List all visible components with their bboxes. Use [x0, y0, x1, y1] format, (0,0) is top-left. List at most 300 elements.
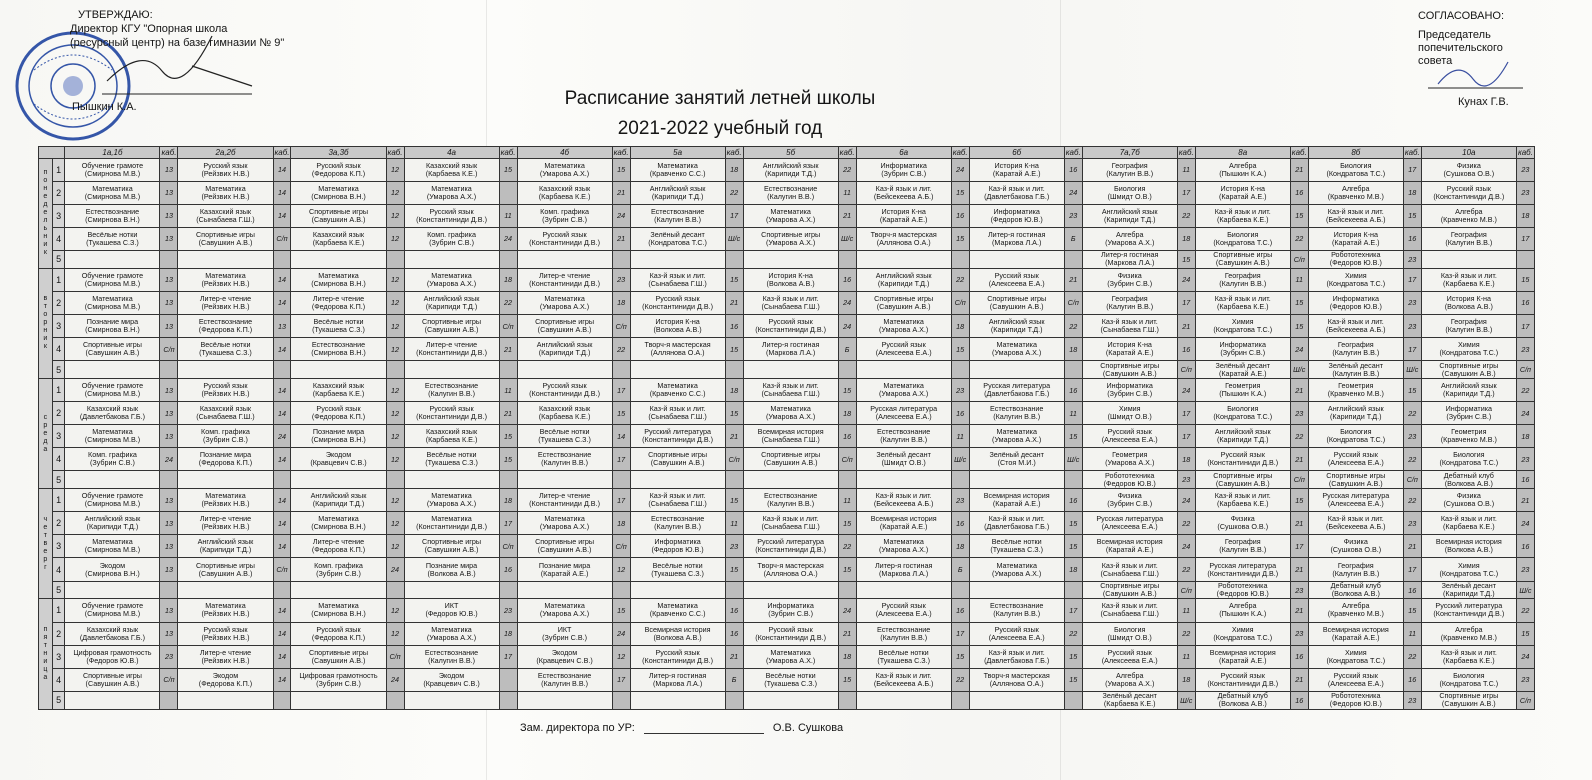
subject-cell: ИКТ (Зубрин С.В.)	[517, 622, 612, 645]
subject-cell: Зелёный десант (Каратай А.Е.)	[1195, 361, 1290, 379]
subject-cell: География (Калугин В.В.)	[1082, 291, 1177, 314]
subject-cell: Естествознание (Смирнова В.Н.)	[65, 204, 160, 227]
subject-cell: Геометрия (Пышкин К.А.)	[1195, 378, 1290, 401]
subject-cell	[178, 250, 273, 268]
subject-cell: Казахский язык (Давлетбакова Г.Б.)	[65, 402, 160, 425]
lesson-row	[39, 227, 1535, 250]
room-cell: 22	[1064, 314, 1082, 337]
room-cell: 13	[160, 622, 178, 645]
subject-cell: Казахский язык (Карбаева К.Е.)	[517, 181, 612, 204]
subject-cell: Комп. графика (Зубрин С.В.)	[291, 558, 386, 581]
subject-cell: Спортивные игры (Савушкин А.В.)	[1308, 471, 1403, 489]
room-cell: 17	[1516, 227, 1534, 250]
subject-cell: Робототехника (Федоров Ю.В.)	[1308, 691, 1403, 709]
room-cell: 22	[1177, 622, 1195, 645]
subject-cell: Естествознание (Калугин В.В.)	[630, 512, 725, 535]
room-cell: 21	[1516, 489, 1534, 512]
subject-cell: Русский язык (Константиниди Д.В.)	[630, 291, 725, 314]
approval-block	[62, 8, 362, 113]
lesson-number: 4	[52, 668, 65, 691]
subject-cell: Дебатный клуб (Волкова А.В.)	[1421, 471, 1516, 489]
subject-cell: Литер-я гостиная (Маркова Л.А.)	[856, 558, 951, 581]
room-cell: 16	[838, 425, 856, 448]
room-cell: 12	[612, 558, 630, 581]
room-cell: 24	[1177, 489, 1195, 512]
subject-cell	[517, 361, 612, 379]
room-cell: 22	[951, 268, 969, 291]
room-header: каб.	[500, 147, 516, 157]
room-cell: Ш/с	[1064, 448, 1082, 471]
room-cell: 11	[1403, 622, 1421, 645]
room-cell: 12	[612, 645, 630, 668]
subject-cell: Алгебра (Умарова А.Х.)	[1082, 227, 1177, 250]
room-cell: 22	[1403, 448, 1421, 471]
room-cell: С/п	[1290, 471, 1308, 489]
subject-cell: Биология (Кондратова Т.С.)	[1308, 425, 1403, 448]
subject-cell: Обучение грамоте (Смирнова М.В.)	[65, 378, 160, 401]
room-cell: 22	[1516, 599, 1534, 622]
room-cell: 18	[1403, 181, 1421, 204]
subject-cell: Алгебра (Пышкин К.А.)	[1195, 599, 1290, 622]
room-cell: 18	[612, 512, 630, 535]
subject-cell: Биология (Шмидт О.В.)	[1082, 622, 1177, 645]
room-cell: 15	[838, 668, 856, 691]
room-cell: С/п	[1177, 581, 1195, 599]
subject-cell: Спортивные игры (Савушкин А.В.)	[291, 204, 386, 227]
subject-cell: Естествознание (Калугин В.В.)	[404, 378, 499, 401]
room-cell	[160, 361, 178, 379]
lesson-row	[39, 268, 1535, 291]
room-cell	[499, 361, 517, 379]
room-cell: 17	[1403, 158, 1421, 181]
room-cell	[838, 250, 856, 268]
subject-cell: Биология (Кондратова Т.С.)	[1308, 158, 1403, 181]
subject-cell: Естествознание (Калугин В.В.)	[404, 645, 499, 668]
subject-cell: Каз-й язык и лит. (Карбаева К.Е.)	[1195, 489, 1290, 512]
subject-cell: Биология (Кондратова Т.С.)	[1421, 668, 1516, 691]
room-cell	[725, 361, 743, 379]
subject-cell: Творч-я мастерская (Аллянова О.А.)	[743, 558, 838, 581]
room-cell	[612, 471, 630, 489]
subject-cell	[969, 471, 1064, 489]
lesson-number: 2	[52, 622, 65, 645]
subject-cell: Каз-й язык и лит. (Сынабаева Г.Ш.)	[1082, 558, 1177, 581]
room-cell: 23	[951, 378, 969, 401]
subject-cell: Каз-й язык и лит. (Сынабаева Г.Ш.)	[630, 268, 725, 291]
room-cell: 18	[725, 378, 743, 401]
lesson-row	[39, 425, 1535, 448]
signature-line	[644, 733, 764, 734]
room-cell: Ш/с	[1177, 691, 1195, 709]
room-cell	[1064, 471, 1082, 489]
lesson-row	[39, 291, 1535, 314]
subject-cell	[404, 581, 499, 599]
subject-cell	[404, 361, 499, 379]
lesson-number: 1	[52, 489, 65, 512]
room-cell: 24	[838, 599, 856, 622]
lesson-number: 2	[52, 402, 65, 425]
room-cell: 24	[1290, 338, 1308, 361]
room-cell: 16	[1403, 668, 1421, 691]
room-cell: 12	[386, 448, 404, 471]
room-header: каб.	[1404, 147, 1420, 157]
room-cell: 17	[612, 668, 630, 691]
subject-cell: Всемирная история (Сынабаева Г.Ш.)	[743, 425, 838, 448]
room-cell: 16	[1516, 291, 1534, 314]
room-cell	[386, 250, 404, 268]
subject-cell: Каз-й язык и лит. (Давлетбакова Г.Б.)	[969, 181, 1064, 204]
room-cell: 13	[160, 378, 178, 401]
room-cell: 23	[1177, 471, 1195, 489]
subject-cell: Спортивные игры (Савушкин А.В.)	[517, 535, 612, 558]
room-cell: С/п	[612, 314, 630, 337]
room-cell: 11	[1290, 268, 1308, 291]
subject-cell	[65, 250, 160, 268]
room-cell	[160, 471, 178, 489]
subject-cell: Познание мира (Каратай А.Е.)	[517, 558, 612, 581]
lesson-number: 5	[52, 471, 65, 489]
room-cell: 11	[725, 512, 743, 535]
subject-cell: Химия (Кондратова Т.С.)	[1421, 338, 1516, 361]
subject-cell: Математика (Умарова А.Х.)	[743, 402, 838, 425]
subject-cell: Литер-е чтение (Константиниди Д.В.)	[517, 489, 612, 512]
subject-cell: Алгебра (Кравченко М.В.)	[1308, 599, 1403, 622]
subject-cell: Литер-е чтение (Константиниди Д.В.)	[517, 268, 612, 291]
room-cell: 15	[725, 558, 743, 581]
room-cell: 12	[386, 425, 404, 448]
room-cell: 24	[1177, 378, 1195, 401]
subject-cell: Английский язык (Карипиди Т.Д.)	[1421, 378, 1516, 401]
room-cell: 24	[838, 291, 856, 314]
room-cell: 16	[1177, 338, 1195, 361]
subject-cell: Русский язык (Рейзвих Н.В.)	[178, 158, 273, 181]
subject-cell: Информатика (Федоров Ю.В.)	[630, 535, 725, 558]
subject-cell: Геометрия (Кравченко М.В.)	[1308, 378, 1403, 401]
subject-cell: Естествознание (Калугин В.В.)	[630, 204, 725, 227]
room-cell: 14	[273, 204, 291, 227]
subject-cell	[1421, 250, 1516, 268]
subject-cell: Комп. графика (Зубрин С.В.)	[404, 227, 499, 250]
subject-cell: Русская литература (Давлетбакова Г.Б.)	[969, 378, 1064, 401]
subject-cell: Каз-й язык и лит. (Сынабаева Г.Ш.)	[743, 512, 838, 535]
subject-cell	[743, 691, 838, 709]
room-cell	[725, 691, 743, 709]
room-cell: Б	[951, 558, 969, 581]
lesson-row	[39, 158, 1535, 181]
subject-cell: Литер-я гостиная (Маркова Л.А.)	[1082, 250, 1177, 268]
room-cell: 16	[1516, 471, 1534, 489]
subject-cell: Обучение грамоте (Смирнова М.В.)	[65, 268, 160, 291]
subject-cell: Математика (Умарова А.Х.)	[517, 291, 612, 314]
room-cell: 18	[951, 535, 969, 558]
room-cell: 15	[1516, 268, 1534, 291]
room-cell: 17	[499, 645, 517, 668]
room-cell	[725, 471, 743, 489]
room-cell: 22	[951, 668, 969, 691]
room-cell: 18	[499, 489, 517, 512]
subject-cell: Спортивные игры (Савушкин А.В.)	[65, 668, 160, 691]
subject-cell: Алгебра (Кравченко М.В.)	[1421, 622, 1516, 645]
subject-cell: ИКТ (Федоров Ю.В.)	[404, 599, 499, 622]
room-cell	[725, 250, 743, 268]
class-header: 4а	[404, 147, 499, 159]
subject-cell	[856, 471, 951, 489]
subject-cell	[291, 361, 386, 379]
room-cell	[951, 691, 969, 709]
subject-cell: Информатика (Зубрин С.В.)	[1421, 402, 1516, 425]
room-cell: 21	[612, 181, 630, 204]
subject-cell: Английский язык (Карипиди Т.Д.)	[517, 338, 612, 361]
subject-cell: Химия (Шмидт О.В.)	[1082, 402, 1177, 425]
room-cell: 21	[725, 291, 743, 314]
subject-cell: Информатика (Федоров Ю.В.)	[1308, 291, 1403, 314]
room-cell: 24	[386, 558, 404, 581]
subject-cell: Математика (Смирнова В.Н.)	[291, 268, 386, 291]
lesson-row	[39, 512, 1535, 535]
subject-cell: Цифровая грамотность (Зубрин С.В.)	[291, 668, 386, 691]
room-cell: 23	[1064, 204, 1082, 227]
subject-cell: Каз-й язык и лит. (Сынабаева Г.Ш.)	[630, 402, 725, 425]
subject-cell: Русский язык (Алексеева Е.А.)	[1082, 645, 1177, 668]
subject-cell	[291, 581, 386, 599]
subject-cell	[404, 691, 499, 709]
room-cell: 15	[1290, 314, 1308, 337]
room-cell: 21	[1290, 668, 1308, 691]
room-cell: 24	[273, 425, 291, 448]
room-cell: 16	[1290, 645, 1308, 668]
subject-cell: Математика (Константиниди Д.В.)	[404, 512, 499, 535]
room-cell: Ш/с	[1290, 361, 1308, 379]
subject-cell: Математика (Умарова А.Х.)	[969, 338, 1064, 361]
subject-cell	[630, 471, 725, 489]
subject-cell: География (Калугин В.В.)	[1308, 558, 1403, 581]
subject-cell: Естествознание (Калугин В.В.)	[743, 181, 838, 204]
subject-cell: Русская литература (Константиниди Д.В.)	[1195, 558, 1290, 581]
approve-label: УТВЕРЖДАЮ:	[78, 9, 153, 21]
lesson-row	[39, 599, 1535, 622]
subject-cell: Весёлые нотки (Тукашева С.З.)	[517, 425, 612, 448]
room-cell: 15	[951, 181, 969, 204]
subject-cell: История К-на (Волкова А.В.)	[1421, 291, 1516, 314]
subject-cell: Спортивные игры (Савушкин А.В.)	[517, 314, 612, 337]
room-cell: 18	[1177, 448, 1195, 471]
room-cell: 15	[612, 402, 630, 425]
subject-cell: Литер-е чтение (Рейзвих Н.В.)	[178, 645, 273, 668]
lesson-number: 1	[52, 378, 65, 401]
room-cell: 13	[160, 268, 178, 291]
room-cell	[951, 250, 969, 268]
subject-cell	[65, 361, 160, 379]
class-header: 5а	[630, 147, 725, 159]
room-cell: С/п	[1516, 691, 1534, 709]
room-cell: 22	[1516, 378, 1534, 401]
subject-cell: Спортивные игры (Савушкин А.В.)	[743, 448, 838, 471]
room-cell: 17	[1177, 425, 1195, 448]
day-label: п о н е д е л ь н и к	[39, 158, 53, 268]
room-cell: 18	[499, 268, 517, 291]
room-cell	[612, 691, 630, 709]
subject-cell	[743, 361, 838, 379]
subject-cell	[404, 250, 499, 268]
subject-cell: Спортивные игры (Савушкин А.В.)	[856, 291, 951, 314]
room-cell: 13	[273, 314, 291, 337]
subject-cell	[856, 691, 951, 709]
room-cell: 24	[838, 314, 856, 337]
subject-cell: Математика (Умарова А.Х.)	[743, 204, 838, 227]
subject-cell: Естествознание (Калугин В.В.)	[743, 489, 838, 512]
room-cell: 24	[1177, 268, 1195, 291]
lesson-number: 3	[52, 535, 65, 558]
subject-cell: Литер-е чтение (Рейзвих Н.В.)	[178, 512, 273, 535]
subject-cell	[404, 471, 499, 489]
room-cell: С/п	[499, 314, 517, 337]
subject-cell: Русский язык (Константиниди Д.В.)	[743, 622, 838, 645]
subject-cell: Математика (Смирнова В.Н.)	[291, 512, 386, 535]
subject-cell: Химия (Кондратова Т.С.)	[1195, 622, 1290, 645]
room-cell: 23	[1290, 622, 1308, 645]
room-cell: 16	[1290, 181, 1308, 204]
room-cell	[499, 691, 517, 709]
subject-cell: Математика (Рейзвих Н.В.)	[178, 489, 273, 512]
room-cell: 12	[386, 338, 404, 361]
lesson-number: 1	[52, 599, 65, 622]
subject-cell: Творч-я мастерская (Аллянова О.А.)	[630, 338, 725, 361]
subject-cell: Комп. графика (Зубрин С.В.)	[517, 204, 612, 227]
room-cell: 15	[1064, 512, 1082, 535]
room-cell: С/п	[273, 558, 291, 581]
lesson-number: 5	[52, 250, 65, 268]
room-header: каб.	[726, 147, 742, 157]
subject-cell	[630, 250, 725, 268]
subject-cell	[856, 361, 951, 379]
subject-cell	[178, 581, 273, 599]
subject-cell: Спортивные игры (Савушкин А.В.)	[178, 558, 273, 581]
room-cell: 15	[951, 645, 969, 668]
subject-cell: Весёлые нотки (Тукашева С.З.)	[404, 448, 499, 471]
room-cell: 13	[160, 599, 178, 622]
subject-cell: Казахский язык (Давлетбакова Г.Б.)	[65, 622, 160, 645]
subject-cell: Познание мира (Смирнова В.Н.)	[65, 314, 160, 337]
subject-cell: Русский язык (Федорова К.П.)	[291, 622, 386, 645]
subject-cell: Спортивные игры (Савушкин А.В.)	[1421, 361, 1516, 379]
lesson-number: 1	[52, 268, 65, 291]
room-cell: 23	[1403, 512, 1421, 535]
subject-cell	[856, 250, 951, 268]
lesson-row	[39, 622, 1535, 645]
header-row	[39, 147, 1535, 159]
subject-cell: Математика (Кравченко С.С.)	[630, 378, 725, 401]
subject-cell: Литер-я гостиная (Маркова Л.А.)	[969, 227, 1064, 250]
room-cell: 24	[1516, 402, 1534, 425]
room-cell: 23	[1516, 181, 1534, 204]
room-cell: 13	[160, 227, 178, 250]
day-label: с р е д а	[39, 378, 53, 488]
subject-cell: Обучение грамоте (Смирнова М.В.)	[65, 489, 160, 512]
room-cell: 21	[1290, 158, 1308, 181]
lesson-number: 5	[52, 581, 65, 599]
room-cell: С/п	[386, 645, 404, 668]
subject-cell: Английский язык (Карипиди Т.Д.)	[743, 158, 838, 181]
subject-cell: Естествознание (Федорова К.П.)	[178, 314, 273, 337]
room-cell: 13	[160, 204, 178, 227]
room-cell: Ш/с	[838, 227, 856, 250]
subject-cell: Русский язык (Константиниди Д.В.)	[1195, 448, 1290, 471]
room-cell: 14	[273, 268, 291, 291]
room-cell	[1064, 361, 1082, 379]
room-cell: 22	[612, 338, 630, 361]
subject-cell: Обучение грамоте (Смирнова М.В.)	[65, 158, 160, 181]
subject-cell: Казахский язык (Карбаева К.Е.)	[404, 158, 499, 181]
room-cell	[612, 250, 630, 268]
room-cell: 16	[951, 204, 969, 227]
class-header: 1а,1б	[65, 147, 160, 159]
room-cell: 21	[1290, 512, 1308, 535]
subject-cell: Познание мира (Волкова А.В.)	[404, 558, 499, 581]
class-header: 4б	[517, 147, 612, 159]
subject-cell: Спортивные игры (Савушкин А.В.)	[1195, 471, 1290, 489]
subject-cell: Русский литература (Константиниди Д.В.)	[1421, 599, 1516, 622]
room-cell	[612, 581, 630, 599]
room-cell: 18	[951, 314, 969, 337]
lesson-row	[39, 489, 1535, 512]
room-cell: 15	[1403, 204, 1421, 227]
room-cell: 22	[725, 181, 743, 204]
room-cell: 15	[1290, 489, 1308, 512]
room-cell	[386, 581, 404, 599]
subject-cell	[517, 250, 612, 268]
subject-cell: Английский язык (Карипиди Т.Д.)	[65, 512, 160, 535]
room-cell: 15	[1290, 291, 1308, 314]
subject-cell: Весёлые нотки (Тукашева С.З.)	[856, 645, 951, 668]
room-cell	[499, 581, 517, 599]
class-header: 10а	[1421, 147, 1516, 159]
room-cell: 16	[1403, 581, 1421, 599]
subject-cell: Математика (Умарова А.Х.)	[856, 378, 951, 401]
subject-cell	[630, 581, 725, 599]
room-cell: 14	[273, 645, 291, 668]
subject-cell: Каз-й язык и лит. (Сынабаева Г.Ш.)	[1082, 314, 1177, 337]
room-cell: 11	[1177, 158, 1195, 181]
room-cell: 21	[725, 645, 743, 668]
subject-cell	[291, 471, 386, 489]
room-cell: 17	[1290, 535, 1308, 558]
subject-cell: Русский язык (Алексеева Е.А.)	[856, 338, 951, 361]
subject-cell: Математика (Умарова А.Х.)	[743, 645, 838, 668]
room-cell: 18	[838, 402, 856, 425]
room-cell: 11	[1177, 645, 1195, 668]
subject-cell	[743, 471, 838, 489]
subject-cell: Русский язык (Федорова К.П.)	[291, 158, 386, 181]
room-cell: 22	[1290, 227, 1308, 250]
subject-cell: Информатика (Зубрин С.В.)	[743, 599, 838, 622]
room-cell: 17	[951, 622, 969, 645]
room-cell: 16	[1516, 535, 1534, 558]
subject-cell: Математика (Умарова А.Х.)	[969, 425, 1064, 448]
subject-cell: Русский язык (Федорова К.П.)	[291, 402, 386, 425]
room-cell: 14	[273, 291, 291, 314]
room-cell: 15	[1064, 425, 1082, 448]
subject-cell: Русский язык (Константиниди Д.В.)	[517, 227, 612, 250]
subject-cell: Зелёный десант (Стоя М.И.)	[969, 448, 1064, 471]
subject-cell: Естествознание (Калугин В.В.)	[969, 599, 1064, 622]
subject-cell: Алгебра (Пышкин К.А.)	[1195, 158, 1290, 181]
room-cell: 12	[386, 512, 404, 535]
day-label: ч е т в е р г	[39, 489, 53, 599]
room-cell: 21	[1064, 268, 1082, 291]
subject-cell: Литер-е чтение (Константиниди Д.В.)	[404, 338, 499, 361]
room-cell: 21	[1177, 314, 1195, 337]
subject-cell: Русский язык (Константиниди Д.В.)	[630, 645, 725, 668]
